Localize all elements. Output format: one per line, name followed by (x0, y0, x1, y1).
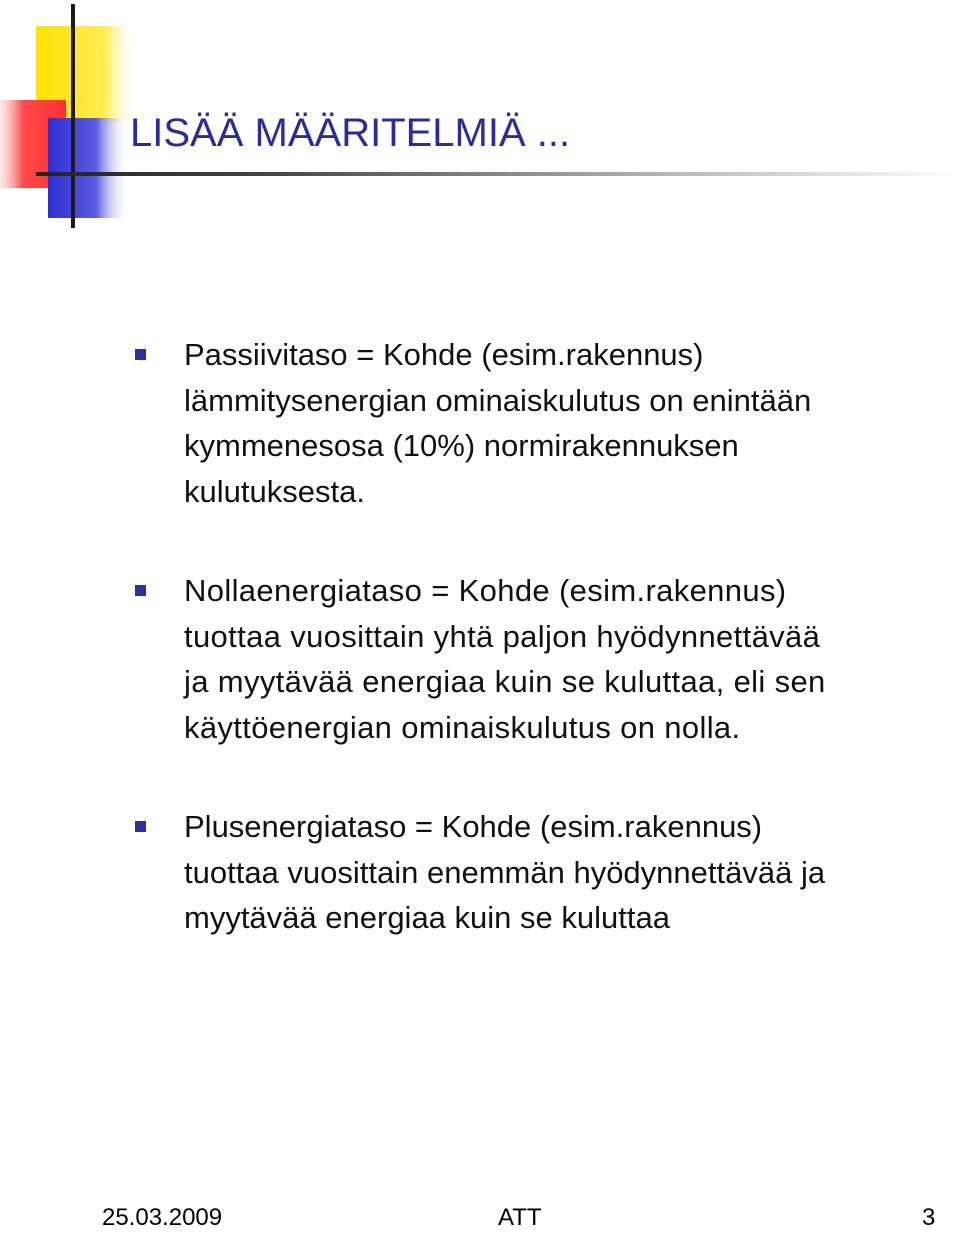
bullet-line: ja myytävää energiaa kuin se kuluttaa, eli sen (184, 664, 826, 699)
bullet-text (184, 332, 960, 514)
square-bullet-icon (135, 585, 146, 596)
bullet-line: Nollaenergiataso = Kohde (esim.rakennus) (184, 573, 787, 608)
bullet-line: Plusenergiataso = Kohde (esim.rakennus) (184, 809, 763, 844)
bullet-line: myytävää energiaa kuin se kuluttaa (184, 900, 670, 935)
bullet-line: kulutuksesta. (184, 473, 365, 509)
footer-author: ATT (498, 1204, 542, 1231)
footer-date: 25.03.2009 (102, 1204, 223, 1231)
slide-title: LISÄÄ MÄÄRITELMIÄ ... (130, 111, 571, 155)
deco-horizontal-line (36, 172, 960, 176)
deco-vertical-line (71, 4, 75, 228)
bullet-line: kymmenesosa (10%) normirakennuksen (184, 428, 739, 463)
deco-blue-square (48, 118, 128, 218)
footer-page-number: 3 (922, 1204, 936, 1231)
bullet-line: Passiivitaso = Kohde (esim.rakennus) (184, 337, 704, 372)
square-bullet-icon (135, 349, 146, 360)
bullet-text (184, 568, 960, 750)
bullet-text (184, 804, 960, 941)
square-bullet-icon (135, 821, 146, 832)
bullet-line: tuottaa vuosittain yhtä paljon hyödynnettävää (184, 618, 821, 654)
bullet-line: tuottaa vuosittain enemmän hyödynnettävää ja (184, 854, 826, 890)
bullet-line: käyttöenergian ominaiskulutus on nolla. (184, 709, 741, 745)
bullet-line: lämmitysenergian ominaiskulutus on enintään (184, 382, 812, 418)
